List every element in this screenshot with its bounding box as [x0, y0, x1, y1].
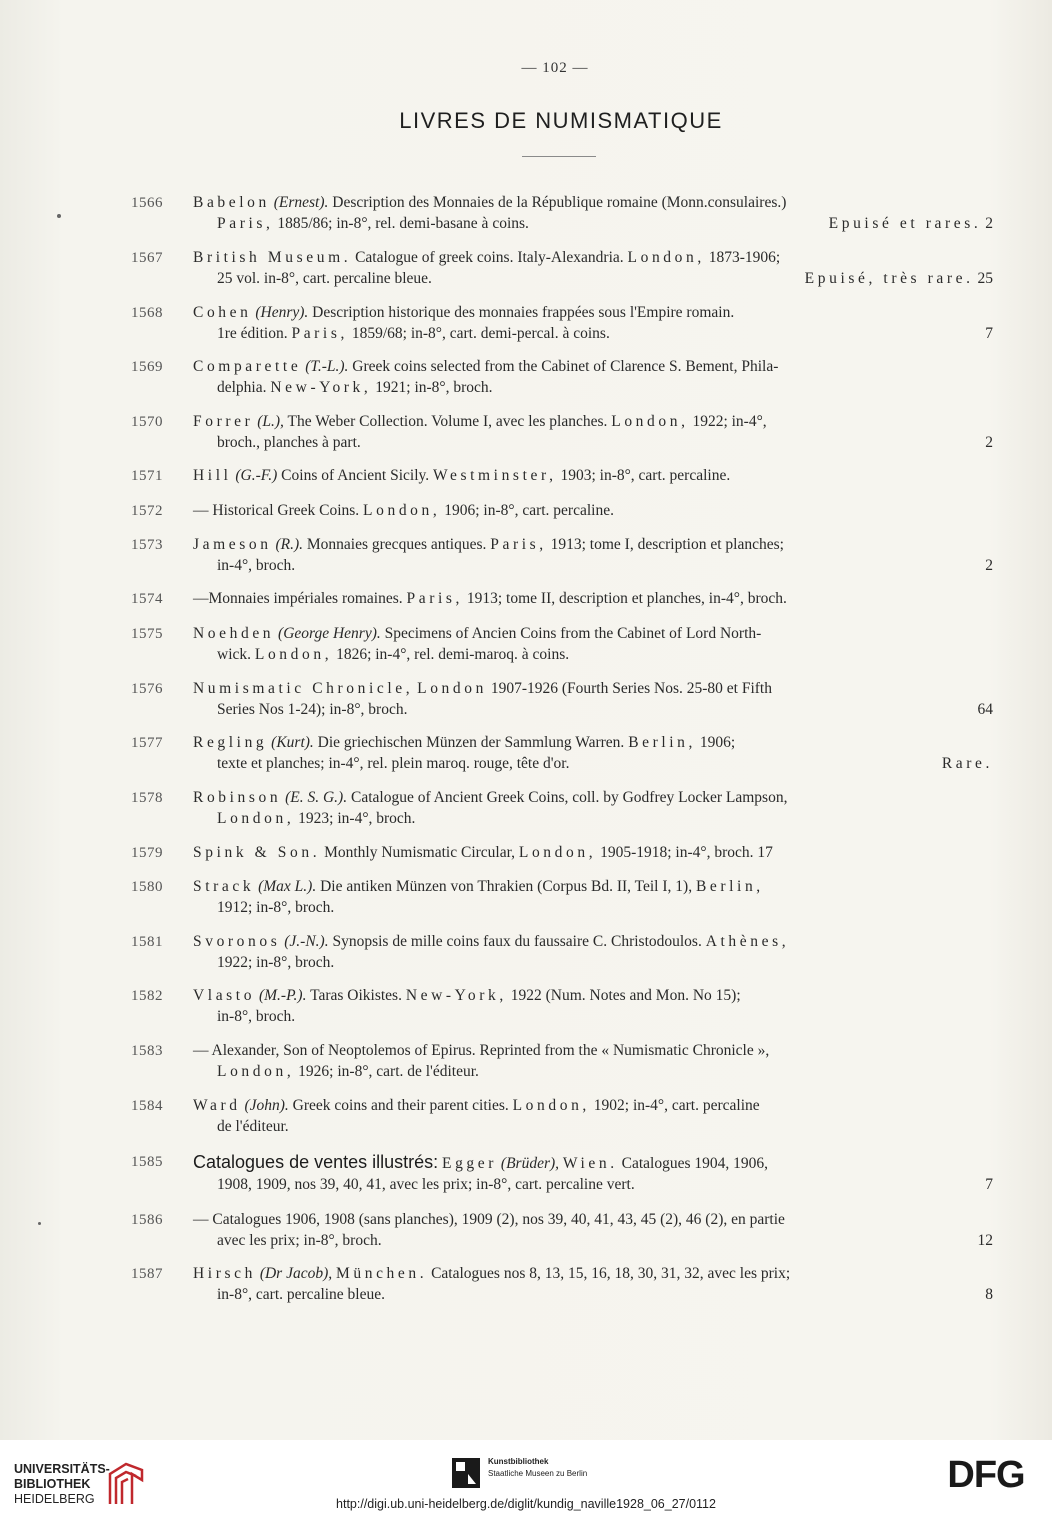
entry-number: 1576 — [131, 681, 163, 697]
ub-logo-line: BIBLIOTHEK — [14, 1477, 91, 1491]
title-rule — [522, 156, 596, 157]
entry-number: 1575 — [131, 626, 163, 642]
entry-number: 1571 — [131, 468, 163, 484]
entry-number: 1581 — [131, 934, 163, 950]
kunstbibliothek-label — [488, 1456, 587, 1480]
entry-number: 1566 — [131, 195, 163, 211]
paper-speck — [57, 214, 61, 218]
entry-text: Hirsch (Dr Jacob), München. Catalogues nos 8, 13, 15, 16, 18, 30, 31, 32, avec les prix; in-8°, cart. percaline bleue. 8 — [193, 1265, 993, 1303]
kb-line: Kunstbibliothek — [488, 1457, 549, 1466]
entry-number: 1567 — [131, 250, 163, 266]
entry-text: Forrer (L.), The Weber Collection. Volume I, avec les planches. London, 1922; in-4°, broch., planches à part. 2 — [193, 413, 993, 451]
entry-number: 1570 — [131, 414, 163, 430]
entry-number: 1580 — [131, 879, 163, 895]
page-number: — 102 — — [521, 60, 589, 76]
entry-text: Hill (G.-F.) Coins of Ancient Sicily. Westminster, 1903; in-8°, cart. percaline. — [193, 467, 731, 484]
ub-logo-line: UNIVERSITÄTS- — [14, 1462, 110, 1476]
footer-bar — [0, 1440, 1052, 1515]
entry-number: 1584 — [131, 1098, 163, 1114]
paper-speck — [38, 1222, 41, 1225]
section-heading: Catalogues de ventes illustrés: — [193, 1152, 439, 1172]
entry-text: — Catalogues 1906, 1908 (sans planches), 1909 (2), nos 39, 40, 41, 43, 45 (2), 46 (2), en partie avec les prix; in-8°, broch. 12 — [193, 1211, 993, 1249]
entry-number: 1574 — [131, 591, 163, 607]
entry-number: 1577 — [131, 735, 163, 751]
entry-author-given: (Ernest). — [273, 194, 329, 211]
entry-text: Noehden (George Henry). Specimens of Ancien Coins from the Cabinet of Lord North- wick. London, 1826; in-4°, rel. demi-maroq. à coins. — [193, 625, 762, 663]
entry-number: 1578 — [131, 790, 163, 806]
entry-author: Babelon — [193, 194, 270, 211]
ub-logo-line: HEIDELBERG — [14, 1492, 95, 1506]
dfg-logo — [936, 1454, 1036, 1494]
entry-text: Babelon (Ernest). Description des Monnaies de la République romaine (Monn.consulaires.) Paris, 1885/86; in-8°, rel. demi-basane à coins. Epuisé et rares. 2 — [193, 194, 993, 232]
entry-number: 1582 — [131, 988, 163, 1004]
entry-text: British Museum. Catalogue of greek coins. Italy-Alexandria. London, 1873-1906; 25 vol. in-8°, cart. percaline bleue. Epuisé, très rare. 25 — [193, 249, 993, 287]
entry-text: Svoronos (J.-N.). Synopsis de mille coins faux du faussaire C. Christodoulos. Athènes, 1922; in-8°, broch. — [193, 933, 790, 971]
entry-text: Spink & Son. Monthly Numismatic Circular, London, 1905-1918; in-4°, broch. 17 — [193, 844, 773, 861]
entry-number: 1573 — [131, 537, 163, 553]
entry-number: 1586 — [131, 1212, 163, 1228]
entry-number: 1572 — [131, 503, 163, 519]
kb-line: Staatliche Museen zu Berlin — [488, 1469, 588, 1478]
entry-number: 1585 — [131, 1154, 163, 1170]
entry-number: 1587 — [131, 1266, 163, 1282]
entry-text: Regling (Kurt). Die griechischen Münzen der Sammlung Warren. Berlin, 1906; texte et planches; in-4°, rel. plein maroq. rouge, tête d'or. Rare. — [193, 734, 993, 772]
entry-number: 1569 — [131, 359, 163, 375]
entry-text: Catalogues de ventes illustrés: Egger (Brüder), Wien. Catalogues 1904, 1906, 1908, 1909, nos 39, 40, 41, avec les prix; in-8°, cart. percaline vert. 7 — [193, 1152, 993, 1193]
entry-text: Vlasto (M.-P.). Taras Oikistes. New-York, 1922 (Num. Notes and Mon. No 15); in-8°, broch. — [193, 987, 741, 1025]
kunstbibliothek-logo-icon — [452, 1458, 480, 1488]
entry-number: 1583 — [131, 1043, 163, 1059]
svg-text:DFG: DFG — [947, 1454, 1025, 1494]
entry-text: Robinson (E. S. G.). Catalogue of Ancient Greek Coins, coll. by Godfrey Locker Lampson, London, 1923; in-4°, broch. — [193, 789, 788, 827]
permalink-url[interactable]: http://digi.ub.uni-heidelberg.de/diglit/kundig_naville1928_06_27/0112 — [336, 1497, 716, 1511]
entry-number: 1579 — [131, 845, 163, 861]
entry-text: Comparette (T.-L.). Greek coins selected from the Cabinet of Clarence S. Bement, Phila- delphia. New-York, 1921; in-8°, broch. — [193, 358, 779, 396]
entry-text: Cohen (Henry). Description historique des monnaies frappées sous l'Empire romain. 1re édition. Paris, 1859/68; in-8°, cart. demi-percal. à coins. 7 — [193, 304, 993, 342]
entry-text: — Alexander, Son of Neoptolemos of Epirus. Reprinted from the « Numismatic Chronicle », London, 1926; in-8°, cart. de l'éditeur. — [193, 1042, 770, 1080]
entry-text: Jameson (R.). Monnaies grecques antiques. Paris, 1913; tome I, description et planches; in-4°, broch. 2 — [193, 536, 993, 574]
entry-text: Strack (Max L.). Die antiken Münzen von Thrakien (Corpus Bd. II, Teil I, 1), Berlin, 1912; in-8°, broch. — [193, 878, 764, 916]
entry-text: —Monnaies impériales romaines. Paris, 1913; tome II, description et planches, in-4°, broch. — [193, 590, 787, 607]
page-title: LIVRES DE NUMISMATIQUE — [399, 108, 723, 133]
entry-text: Ward (John). Greek coins and their parent cities. London, 1902; in-4°, cart. percaline de l'éditeur. — [193, 1097, 760, 1135]
entry-text: — Historical Greek Coins. London, 1906; in-8°, cart. percaline. — [193, 502, 614, 519]
entry-number: 1568 — [131, 305, 163, 321]
entry-text: Numismatic Chronicle, London 1907-1926 (Fourth Series Nos. 25-80 et Fifth Series Nos 1-24); in-8°, broch. 64 — [193, 680, 993, 718]
